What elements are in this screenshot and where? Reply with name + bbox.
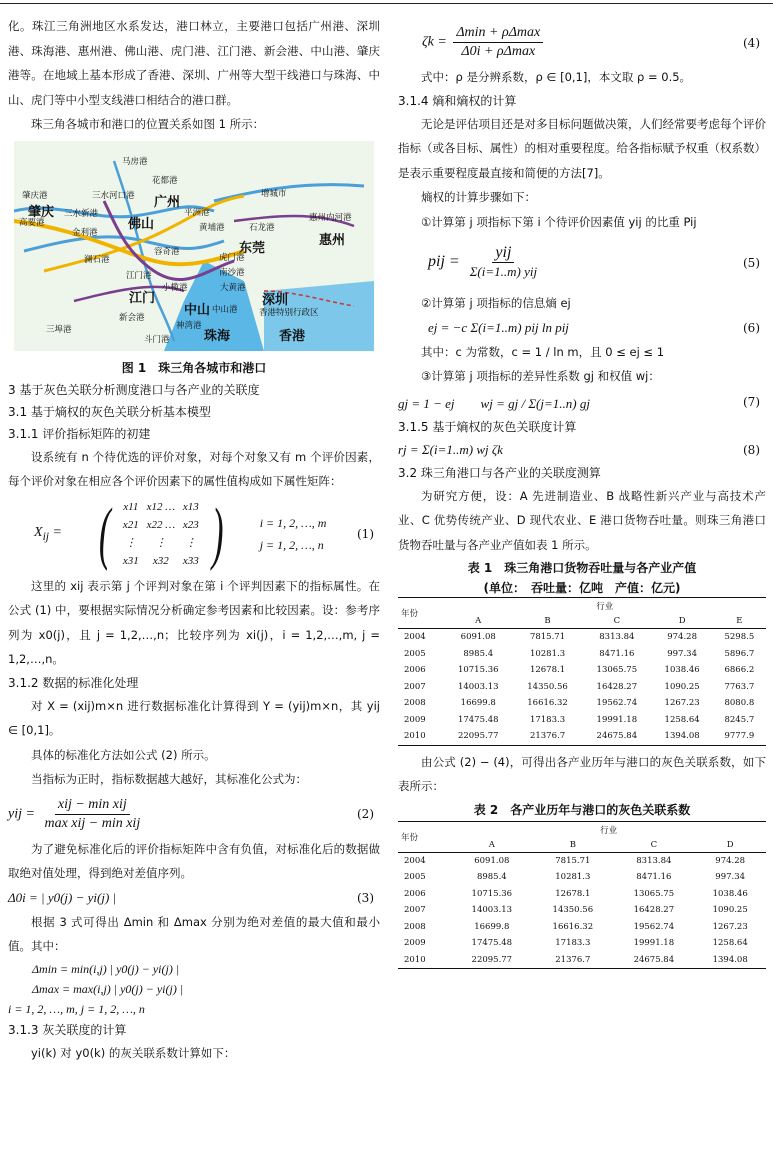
map-label-huangpu: 黄埔港 (199, 222, 225, 233)
map-label-jiangmen: 江门 (129, 290, 156, 306)
section-3-1-2-heading: 3.1.2 数据的标准化处理 (8, 675, 139, 690)
para-3-1-2c: 当指标为正时，指标数据越大越好，其标准化公式为： (31, 772, 307, 786)
table2-value-cell: 24675.84 (613, 952, 694, 969)
table1-value-cell: 17475.48 (457, 714, 499, 725)
table-row (398, 886, 766, 903)
table-row (398, 646, 766, 663)
eq3-body: Δ0i = | y0(j) − yi(j) | (8, 889, 117, 905)
step-3: ③计算第 j 项指标的差异性系数 gj 和权值 wj： (421, 369, 660, 383)
table2-value-cell: 8313.84 (636, 855, 672, 866)
table1-value-cell: 22095.77 (444, 728, 513, 745)
table1-value-cell: 1038.46 (664, 665, 700, 676)
eq1-matrix-cell: x33 (182, 554, 199, 567)
eq1-matrix-cell: x13 (182, 500, 199, 513)
eq1-matrix-cell: x12 … (146, 500, 176, 513)
table1-year-cell: 2010 (398, 728, 444, 745)
table1-year-cell: 2008 (404, 698, 426, 709)
table1-value-cell: 8080.8 (724, 698, 755, 709)
map-label-jinli: 金利港 (72, 227, 98, 238)
map-label-doumen: 斗门港 (144, 334, 170, 345)
map-label-zhuhai: 珠海 (204, 328, 231, 344)
eq-index-range: i = 1, 2, …, m, j = 1, 2, …, n (8, 1001, 145, 1016)
table2-value-cell: 997.34 (715, 872, 746, 883)
eq6-note: 其中：c 为常数，c = 1 / ln m，且 0 ≤ ej ≤ 1 (421, 344, 665, 359)
table1-value-cell: 16616.32 (527, 698, 568, 709)
table1-value-cell: 6866.2 (724, 665, 755, 676)
eq1-matrix-cell: x31 (122, 554, 139, 567)
table1-year-cell: 2007 (404, 681, 426, 692)
table1-value-cell: 7815.71 (529, 632, 566, 643)
para-absolute: 为了避免标准化后的评价指标矩阵中含有负值，对标准化后的数据做取绝对值处理，得到绝对差值序列。 (8, 841, 380, 880)
eq1-matrix: ( x11 x12 … x13 x21 x22 … x23 ⋮ ⋮ ⋮ x31 x32 x33 ) (98, 494, 224, 572)
table2-value-cell: 12678.1 (555, 888, 591, 899)
para-3-1-2b: 具体的标准化方法如公式 (2) 所示。 (31, 747, 216, 762)
table-2-title: 表 2 各产业历年与港口的灰色关联系数 (473, 802, 691, 817)
map-intro: 珠三角各城市和港口的位置关系如图 1 所示： (31, 117, 265, 131)
map-label-shilong: 石龙港 (249, 222, 275, 233)
eq8-number: (8) (743, 442, 760, 457)
section-3-heading: 3 基于灰色关联分析测度港口与各产业的关联度 (8, 382, 260, 397)
table1-value-cell: 16428.27 (596, 681, 638, 692)
table1-value-cell: 12678.1 (529, 665, 566, 676)
eq4-numerator: Δmin + ρΔmax (453, 24, 543, 43)
table2-value-cell: 6091.08 (474, 855, 510, 866)
table-row (398, 695, 766, 712)
map-label-zhongshan: 中山 (184, 302, 211, 318)
map-label-zhaoqing: 肇庆 (28, 204, 55, 220)
table-row (398, 629, 766, 646)
table-row (398, 902, 766, 919)
header-rule (0, 3, 773, 4)
table2-value-cell: 16616.32 (552, 921, 594, 932)
para-3-1-4b: 熵权的计算步骤如下： (421, 190, 536, 204)
table2-value-cell: 17183.3 (555, 938, 591, 949)
para-3-2: 为研究方便，设：A 先进制造业、B 战略性新兴产业与高技术产业、C 优势传统产业、D 现代农业、E 港口货物吞吐量。则珠三角港口货物吞吐量与各产业产值如表 1 所示。 (398, 488, 766, 552)
table1-value-cell: 1258.64 (664, 714, 700, 725)
table2-value-cell: 14003.13 (471, 905, 513, 916)
intro-paragraph: 化。珠江三角洲地区水系发达，港口林立，主要港口包括广州港、深圳港、珠海港、惠州港、佛山港、虎门港、江门港、新会港、中山港、肇庆港等。在地域上基本形成了香港、深圳、广州等大型干线港口与珠海、中山、虎门等中小型支线港口相结合的港口群。 (8, 19, 380, 107)
table2-value-cell: 1267.23 (712, 921, 748, 932)
table2-year-cell: 2007 (404, 905, 426, 916)
table2-col-header: B (532, 838, 613, 853)
right-column (398, 20, 766, 969)
table-row (398, 679, 766, 696)
table2-value-cell: 1394.08 (694, 952, 766, 969)
table2-value-cell: 22095.77 (451, 952, 532, 969)
section-3-1-4-heading: 3.1.4 熵和熵权的计算 (398, 93, 517, 108)
table-row (398, 728, 766, 745)
equation-8 (398, 442, 766, 458)
step-2: ②计算第 j 项指标的信息熵 ej (421, 296, 571, 310)
table1-year-cell: 2005 (404, 648, 426, 659)
eq4-denominator: Δ0i + ρΔmax (461, 44, 536, 59)
table2-group-header: 行业 (451, 821, 766, 838)
section-3-1-heading: 3.1 基于熵权的灰色关联分析基本模型 (8, 404, 211, 419)
table1-value-cell: 1394.08 (651, 728, 712, 745)
para-3-1-3: yi(k) 对 y0(k) 的灰关联系数计算如下： (31, 1045, 236, 1060)
para-table-2: 由公式 (2) − (4)，可得出各产业历年与港口的灰色关联系数，如下表所示： (398, 754, 766, 793)
eq1-matrix-cell: x32 (152, 554, 169, 567)
table1-value-cell: 13065.75 (596, 665, 638, 676)
eq1-subscript: ij (42, 529, 50, 543)
table2-value-cell: 14350.56 (552, 905, 594, 916)
eq5-lhs: pij = (428, 253, 460, 271)
table-row (398, 952, 766, 969)
eq1-matrix-cell: ⋮ (155, 536, 167, 549)
map-label-nansha: 南沙港 (219, 267, 245, 278)
eq5-number: (5) (743, 255, 760, 270)
table2-col-header: C (613, 838, 694, 853)
table2-year-cell: 2010 (398, 952, 451, 969)
eq5-numerator: yij (492, 244, 514, 263)
para-xij: 这里的 xij 表示第 j 个评判对象在第 i 个评判因素下的指标属性。在公式 (1) 中，要根据实际情况分析确定参考因素和比较因素。设：参考序列为 x0(j)，且 j = 1,2,…,n；比较序列为 xi(j)，i = 1,2,…,m, j = 1,2,…,n。 (8, 578, 380, 666)
table2-year-cell: 2008 (404, 921, 426, 932)
table-1 (398, 597, 766, 746)
map-label-shenwan: 神湾港 (176, 320, 202, 331)
map-label-xiaolan: 小榄港 (162, 282, 188, 293)
section-3-1-3-heading: 3.1.3 灰关联度的计算 (8, 1022, 127, 1037)
table1-value-cell: 9777.9 (713, 728, 766, 745)
table1-value-cell: 997.34 (667, 648, 697, 659)
eq2-denominator: max xij − min xij (44, 815, 141, 831)
table-1-title: 表 1 珠三角港口货物吞吐量与各产业产值 (467, 561, 697, 575)
equation-1: $X_{ij}$ = ( x11 x12 … x13 x21 x22 … x23 ⋮ ⋮ ⋮ x31 x32 x33 ) i = 1, 2, …, m j = 1, 2, …, n (1) (8, 498, 380, 570)
table2-value-cell: 974.28 (715, 855, 746, 866)
eq6-body: ej = −c Σ(i=1..m) pij ln pij (428, 319, 569, 335)
table-row (398, 662, 766, 679)
map-label-sar: 香港特别行政区 (259, 307, 319, 318)
table-row (398, 869, 766, 886)
table2-year-header: 年份 (398, 821, 451, 852)
table-2 (398, 821, 766, 970)
map-label-xinhui: 新会港 (119, 312, 145, 323)
para-3-1-4: 无论是评估项目还是对多目标问题做决策，人们经常要考虑每个评价指标（或各目标、属性）的相对重要程度。给各指标赋予权重（权系数）是表示重要程度最直接和简便的方法[7]。 (398, 116, 766, 180)
table2-value-cell: 21376.7 (532, 952, 613, 969)
table2-value-cell: 8985.4 (476, 872, 507, 883)
map-label-humen: 虎门港 (219, 252, 245, 263)
equation-4 (398, 24, 766, 61)
table1-value-cell: 8245.7 (724, 714, 755, 725)
eq1-matrix-cell: x11 (123, 500, 139, 513)
eq2-number: (2) (357, 807, 374, 821)
table1-value-cell: 17183.3 (529, 714, 566, 725)
table1-value-cell: 24675.84 (582, 728, 651, 745)
table1-value-cell: 14003.13 (457, 681, 499, 692)
table2-value-cell: 10281.3 (555, 872, 591, 883)
eq4-number: (4) (743, 35, 760, 50)
table2-value-cell: 13065.75 (633, 888, 675, 899)
table2-year-cell: 2005 (404, 872, 426, 883)
table2-year-cell: 2004 (404, 855, 426, 866)
table2-year-cell: 2006 (404, 888, 426, 899)
table1-value-cell: 5298.5 (724, 632, 755, 643)
table-row (398, 919, 766, 936)
map-label-sanfou: 三埠港 (46, 324, 72, 335)
figure-1-caption: 图 1 珠三角各城市和港口 (121, 360, 267, 375)
map-label-lanshi: 澜石港 (84, 254, 110, 265)
table1-value-cell: 5896.7 (724, 648, 755, 659)
prd-map-figure (14, 141, 374, 351)
eq1-matrix-cell: ⋮ (185, 536, 197, 549)
eq3-number: (3) (357, 890, 374, 905)
table1-year-header: 年份 (398, 598, 444, 629)
table2-value-cell: 1038.46 (712, 888, 748, 899)
table2-value-cell: 19562.74 (633, 921, 675, 932)
eq1-condition-j: j = 1, 2, …, n (259, 537, 324, 552)
table2-col-header: A (451, 838, 532, 853)
table1-value-cell: 10715.36 (457, 665, 499, 676)
table1-col-header: A (444, 614, 513, 629)
table1-year-cell: 2006 (404, 665, 426, 676)
map-label-rongqi: 容奇港 (154, 246, 180, 257)
table2-value-cell: 8471.16 (636, 872, 672, 883)
eq1-symbol: X (34, 524, 43, 540)
map-label-shenzhen: 深圳 (262, 292, 289, 308)
table1-value-cell: 19991.18 (596, 714, 638, 725)
eq1-condition-i: i = 1, 2, …, m (259, 515, 327, 530)
equation-7 (398, 393, 766, 412)
equation-2 (8, 796, 380, 833)
table1-value-cell: 1267.23 (664, 698, 700, 709)
table2-col-header: D (694, 838, 766, 853)
table1-col-header: B (513, 614, 582, 629)
table2-value-cell: 16428.27 (633, 905, 675, 916)
map-label-dongguan: 东莞 (239, 240, 266, 256)
table1-col-header: C (582, 614, 651, 629)
table1-value-cell: 16699.8 (460, 698, 496, 709)
table1-value-cell: 14350.56 (527, 681, 568, 692)
map-label-sanshui-new: 三水新港 (64, 208, 99, 219)
eq1-matrix-cell: x21 (122, 518, 139, 531)
para-eq3: 根据 3 式可得出 Δmin 和 Δmax 分别为绝对差值的最大值和最小值。其中： (8, 914, 380, 953)
map-label-sanshui: 三水河口港 (92, 190, 135, 201)
table1-value-cell: 10281.3 (529, 648, 566, 659)
table2-value-cell: 19991.18 (633, 938, 675, 949)
table2-value-cell: 7815.71 (555, 855, 591, 866)
map-label-huizhou: 惠州 (319, 232, 346, 248)
table1-value-cell: 8471.16 (599, 648, 635, 659)
eq8-body: rj = Σ(i=1..m) wj ζk (398, 441, 503, 457)
map-label-zengcheng: 增城市 (261, 188, 287, 199)
section-3-2-heading: 3.2 珠三角港口与各产业的关联度测算 (398, 465, 601, 480)
para-3-1-2: 对 X = (xij)m×n 进行数据标准化计算得到 Y = (yij)m×n，其 yij ∈ [0,1]。 (8, 698, 380, 737)
table-row (398, 935, 766, 952)
table2-value-cell: 17475.48 (471, 938, 513, 949)
map-label-zhongshan-port: 中山港 (212, 304, 238, 315)
eq4-note: 式中：ρ 是分辨系数，ρ ∈ [0,1]，本文取 ρ = 0.5。 (421, 70, 692, 84)
table1-value-cell: 8985.4 (463, 648, 494, 659)
equation-6 (398, 320, 766, 336)
table-row (398, 712, 766, 729)
equation-3 (8, 890, 380, 906)
table1-value-cell: 7763.7 (724, 681, 755, 692)
step-1: ①计算第 j 项指标下第 i 个待评价因素值 yij 的比重 Pij (421, 214, 697, 229)
table1-year-cell: 2004 (404, 632, 426, 643)
map-label-jiangmen-port: 江门港 (126, 270, 152, 281)
map-label-zhaoqing-port: 肇庆港 (22, 190, 48, 201)
section-3-1-5-heading: 3.1.5 基于熵权的灰色关联度计算 (398, 419, 577, 434)
table2-year-cell: 2009 (404, 938, 426, 949)
map-label-dahuangpu: 大黄港 (220, 282, 246, 293)
table1-value-cell: 21376.7 (513, 728, 582, 745)
eq6-number: (6) (743, 320, 760, 335)
map-label-hongkong: 香港 (279, 328, 306, 344)
table1-value-cell: 8313.84 (599, 632, 635, 643)
eq-delta-min: Δmin = min(i,j) | y0(j) − yi(j) | (32, 961, 180, 976)
table1-value-cell: 6091.08 (460, 632, 496, 643)
map-label-foshan: 佛山 (128, 216, 155, 232)
table1-year-cell: 2009 (404, 714, 426, 725)
eq-delta-max: Δmax = max(i,j) | y0(j) − yi(j) | (32, 981, 184, 996)
table1-value-cell: 974.28 (667, 632, 697, 643)
eq7-number: (7) (743, 395, 760, 409)
map-label-mafang: 马房港 (122, 156, 148, 167)
eq1-number: (1) (357, 526, 374, 541)
map-label-gaoyao: 高要港 (19, 217, 45, 228)
eq1-matrix-cell: x22 … (146, 518, 176, 531)
left-column (8, 14, 380, 1065)
table1-col-header: D (651, 614, 712, 629)
table1-col-header: E (713, 614, 766, 629)
table1-value-cell: 19562.74 (596, 698, 638, 709)
eq4-lhs: ζk = (422, 34, 447, 50)
eq2-numerator: xij − min xij (55, 796, 130, 815)
para-3-1-1: 设系统有 n 个待优选的评价对象，对每个对象又有 m 个评价因素，每个评价对象在相应各个评价因素下的属性值构成如下属性矩阵： (8, 449, 380, 488)
table-1-unit: (单位： 吞吐量：亿吨 产值：亿元) (483, 581, 681, 595)
table1-value-cell: 1090.25 (664, 681, 700, 692)
map-label-guangzhou: 广州 (154, 194, 181, 210)
equation-5 (398, 244, 766, 281)
map-label-pingzhou: 平洲港 (184, 207, 210, 218)
table1-group-header: 行业 (444, 598, 766, 615)
table2-value-cell: 1258.64 (712, 938, 748, 949)
table2-value-cell: 16699.8 (474, 921, 510, 932)
eq1-matrix-cell: ⋮ (125, 536, 137, 549)
section-3-1-1-heading: 3.1.1 评价指标矩阵的初建 (8, 426, 151, 441)
table2-value-cell: 10715.36 (471, 888, 513, 899)
table2-value-cell: 1090.25 (712, 905, 748, 916)
eq7-body: gj = 1 − ej wj = gj / Σ(j=1..n) gj (398, 395, 590, 411)
map-label-huizhou-port: 惠州内河港 (309, 212, 352, 223)
map-label-huadu: 花都港 (152, 175, 178, 186)
eq1-matrix-cell: x23 (182, 518, 199, 531)
table-row (398, 852, 766, 869)
eq5-denominator: Σ(i=1..m) yij (469, 264, 538, 279)
eq2-lhs: yij = (8, 806, 35, 822)
